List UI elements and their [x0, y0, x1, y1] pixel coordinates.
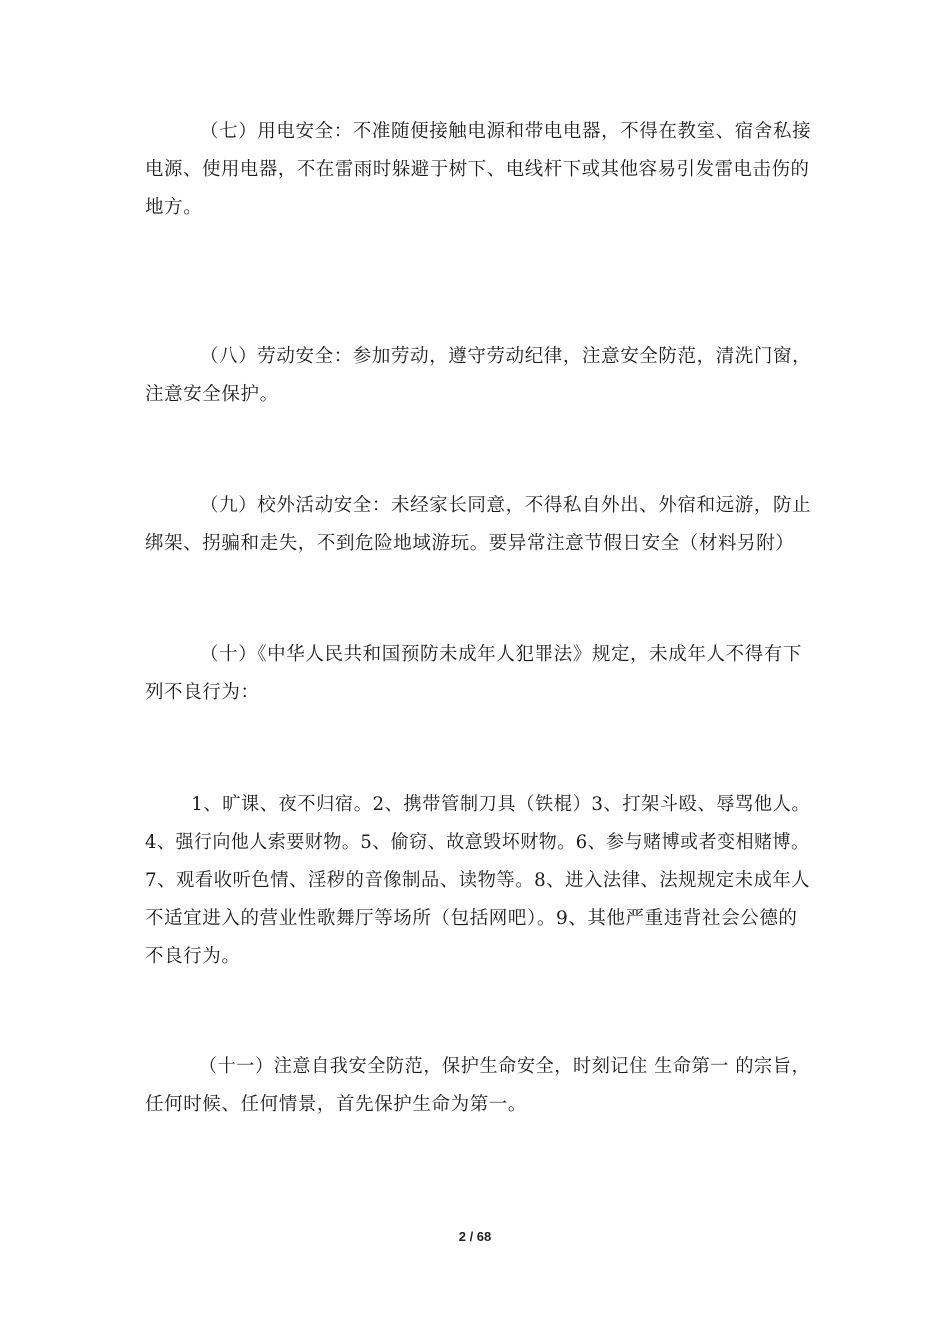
- paragraph-line: 4、强行向他人索要财物。5、偷窃、故意毁坏财物。6、参与赌博或者变相赌博。: [145, 832, 810, 853]
- paragraph-bad-behaviors-list: [145, 786, 810, 976]
- paragraph-juvenile-law: [145, 636, 810, 712]
- paragraph-line: （十一）注意自我安全防范，保护生命安全，时刻记住 生命第一 的宗旨，: [198, 1056, 811, 1077]
- paragraph-line: 列不良行为：: [145, 682, 260, 703]
- paragraph-line: （七）用电安全：不准随便接触电源和带电电器，不得在教室、宿舍私接: [200, 121, 812, 142]
- paragraph-line: 注意安全保护。: [145, 384, 279, 405]
- paragraph-line: 不适宜进入的营业性歌舞厅等场所（包括网吧）。9、其他严重违背社会公德的: [145, 908, 798, 929]
- paragraph-labor-safety: [145, 338, 810, 414]
- paragraph-line: 不良行为。: [145, 946, 241, 967]
- paragraph-line: 电源、使用电器，不在雷雨时躲避于树下、电线杆下或其他容易引发雷电击伤的: [145, 159, 810, 180]
- paragraph-line: 1、旷课、夜不归宿。2、携带管制刀具（铁棍）3、打架斗殴、辱骂他人。: [191, 794, 811, 815]
- paragraph-line: 7、观看收听色情、淫秽的音像制品、读物等。8、进入法律、法规规定未成年人: [145, 870, 811, 891]
- paragraph-line: （十）《中华人民共和国预防未成年人犯罪法》规定，未成年人不得有下: [200, 644, 802, 665]
- paragraph-line: 绑架、拐骗和走失，不到危险地域游玩。要异常注意节假日安全（材料另附）: [145, 533, 795, 554]
- paragraph-electricity-safety: [145, 113, 810, 227]
- paragraph-line: （九）校外活动安全：未经家长同意，不得私自外出、外宿和远游，防止: [200, 495, 812, 516]
- paragraph-line: （八）劳动安全：参加劳动，遵守劳动纪律，注意安全防范，清洗门窗，: [200, 346, 812, 367]
- paragraph-outdoor-activity-safety: [145, 487, 810, 563]
- paragraph-line: 地方。: [145, 197, 203, 218]
- paragraph-line: 任何时候、任何情景，首先保护生命为第一。: [145, 1094, 528, 1115]
- page-number: 2 / 68: [458, 1229, 492, 1244]
- paragraph-life-first: [145, 1048, 810, 1124]
